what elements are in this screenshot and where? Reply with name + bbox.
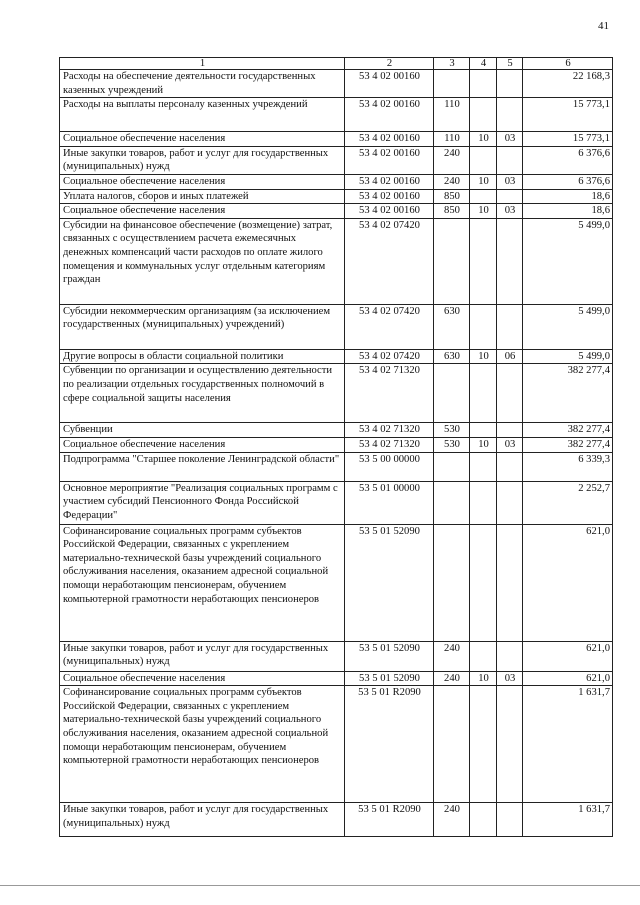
row-name: Субсидии некоммерческим организациям (за исключением государственных (муниципальных) учреждений) bbox=[60, 304, 345, 349]
row-amount: 382 277,4 bbox=[523, 364, 613, 423]
row-section: 10 bbox=[470, 132, 497, 147]
row-expense-type: 240 bbox=[434, 803, 470, 837]
page-bottom-rule bbox=[0, 885, 640, 886]
row-name: Иные закупки товаров, работ и услуг для государственных (муниципальных) нужд bbox=[60, 803, 345, 837]
row-expense-type bbox=[434, 524, 470, 641]
row-target-code: 53 5 01 52090 bbox=[345, 671, 434, 686]
table-row bbox=[60, 423, 613, 438]
row-amount: 382 277,4 bbox=[523, 423, 613, 438]
table-row bbox=[60, 686, 613, 803]
row-section bbox=[470, 304, 497, 349]
row-target-code: 53 4 02 00160 bbox=[345, 132, 434, 147]
row-name: Софинансирование социальных программ субъектов Российской Федерации, связанных с укреплением материально-технической базы учреждений социального обслуживания населения, оказанием адресной социальной помощи неработающим пенсионерам, обучением компьютерной грамотности неработающих пенсионеров bbox=[60, 686, 345, 803]
table-row bbox=[60, 189, 613, 204]
row-name: Другие вопросы в области социальной политики bbox=[60, 349, 345, 364]
row-expense-type: 530 bbox=[434, 437, 470, 452]
row-amount: 1 631,7 bbox=[523, 803, 613, 837]
row-name: Социальное обеспечение населения bbox=[60, 437, 345, 452]
row-section: 10 bbox=[470, 671, 497, 686]
row-name: Иные закупки товаров, работ и услуг для государственных (муниципальных) нужд bbox=[60, 146, 345, 174]
column-header-4: 4 bbox=[470, 58, 497, 70]
row-target-code: 53 4 02 00160 bbox=[345, 189, 434, 204]
row-target-code: 53 4 02 07420 bbox=[345, 218, 434, 304]
table-row bbox=[60, 524, 613, 641]
row-amount: 18,6 bbox=[523, 204, 613, 219]
table-row bbox=[60, 803, 613, 837]
row-amount: 15 773,1 bbox=[523, 132, 613, 147]
row-expense-type: 630 bbox=[434, 349, 470, 364]
row-subsection: 03 bbox=[497, 204, 523, 219]
row-target-code: 53 4 02 07420 bbox=[345, 349, 434, 364]
row-subsection bbox=[497, 98, 523, 132]
row-amount: 6 376,6 bbox=[523, 146, 613, 174]
row-name: Субвенции bbox=[60, 423, 345, 438]
row-name: Основное мероприятие "Реализация социальных программ с участием субсидий Пенсионного Фонда Российской Федерации" bbox=[60, 481, 345, 524]
row-amount: 1 631,7 bbox=[523, 686, 613, 803]
row-expense-type: 850 bbox=[434, 204, 470, 219]
row-expense-type: 240 bbox=[434, 671, 470, 686]
budget-table bbox=[59, 57, 613, 837]
row-amount: 18,6 bbox=[523, 189, 613, 204]
row-subsection bbox=[497, 218, 523, 304]
column-header-2: 2 bbox=[345, 58, 434, 70]
row-subsection bbox=[497, 70, 523, 98]
row-target-code: 53 5 01 52090 bbox=[345, 641, 434, 671]
row-subsection bbox=[497, 189, 523, 204]
row-section bbox=[470, 70, 497, 98]
column-header-5: 5 bbox=[497, 58, 523, 70]
row-target-code: 53 4 02 71320 bbox=[345, 364, 434, 423]
row-target-code: 53 4 02 71320 bbox=[345, 423, 434, 438]
row-amount: 5 499,0 bbox=[523, 349, 613, 364]
row-name: Софинансирование социальных программ субъектов Российской Федерации, связанных с укреплением материально-технической базы учреждений социального обслуживания населения, оказанием адресной социальной помощи неработающим пенсионерам, обучением компьютерной грамотности неработающих пенсионеров bbox=[60, 524, 345, 641]
row-section bbox=[470, 641, 497, 671]
row-target-code: 53 4 02 00160 bbox=[345, 204, 434, 219]
row-name: Расходы на выплаты персоналу казенных учреждений bbox=[60, 98, 345, 132]
row-target-code: 53 4 02 00160 bbox=[345, 146, 434, 174]
table-header-row bbox=[60, 58, 613, 70]
row-target-code: 53 4 02 00160 bbox=[345, 70, 434, 98]
row-subsection: 03 bbox=[497, 437, 523, 452]
row-target-code: 53 4 02 00160 bbox=[345, 174, 434, 189]
row-expense-type bbox=[434, 218, 470, 304]
row-target-code: 53 4 02 00160 bbox=[345, 98, 434, 132]
table-row bbox=[60, 364, 613, 423]
row-amount: 15 773,1 bbox=[523, 98, 613, 132]
row-expense-type: 110 bbox=[434, 132, 470, 147]
column-header-3: 3 bbox=[434, 58, 470, 70]
table-row bbox=[60, 641, 613, 671]
row-section bbox=[470, 218, 497, 304]
row-subsection bbox=[497, 146, 523, 174]
row-subsection bbox=[497, 524, 523, 641]
table-row bbox=[60, 304, 613, 349]
row-subsection bbox=[497, 686, 523, 803]
row-amount: 621,0 bbox=[523, 641, 613, 671]
row-expense-type: 240 bbox=[434, 146, 470, 174]
row-subsection bbox=[497, 364, 523, 423]
row-section bbox=[470, 364, 497, 423]
row-name: Иные закупки товаров, работ и услуг для государственных (муниципальных) нужд bbox=[60, 641, 345, 671]
row-section bbox=[470, 189, 497, 204]
row-amount: 2 252,7 bbox=[523, 481, 613, 524]
row-expense-type bbox=[434, 452, 470, 481]
row-target-code: 53 5 01 R2090 bbox=[345, 803, 434, 837]
row-section bbox=[470, 98, 497, 132]
table-row bbox=[60, 146, 613, 174]
row-expense-type bbox=[434, 686, 470, 803]
row-name: Подпрограмма "Старшее поколение Ленинградской области" bbox=[60, 452, 345, 481]
row-target-code: 53 5 01 00000 bbox=[345, 481, 434, 524]
table-row bbox=[60, 174, 613, 189]
row-section bbox=[470, 146, 497, 174]
row-expense-type: 240 bbox=[434, 174, 470, 189]
row-name: Социальное обеспечение населения bbox=[60, 204, 345, 219]
row-subsection bbox=[497, 481, 523, 524]
table-row bbox=[60, 98, 613, 132]
row-name: Субсидии на финансовое обеспечение (возмещение) затрат, связанных с осуществлением расчета ежемесячных денежных компенсаций части расходов по оплате жилого помещения и коммунальных услуг отдельным категориям граждан bbox=[60, 218, 345, 304]
row-section bbox=[470, 686, 497, 803]
row-expense-type bbox=[434, 70, 470, 98]
row-expense-type bbox=[434, 481, 470, 524]
row-amount: 382 277,4 bbox=[523, 437, 613, 452]
row-section bbox=[470, 481, 497, 524]
row-subsection: 03 bbox=[497, 671, 523, 686]
row-target-code: 53 5 01 R2090 bbox=[345, 686, 434, 803]
row-subsection: 03 bbox=[497, 174, 523, 189]
column-header-6: 6 bbox=[523, 58, 613, 70]
column-header-1: 1 bbox=[60, 58, 345, 70]
row-name: Расходы на обеспечение деятельности государственных казенных учреждений bbox=[60, 70, 345, 98]
row-name: Уплата налогов, сборов и иных платежей bbox=[60, 189, 345, 204]
row-expense-type: 240 bbox=[434, 641, 470, 671]
row-amount: 5 499,0 bbox=[523, 218, 613, 304]
row-expense-type: 110 bbox=[434, 98, 470, 132]
table-row bbox=[60, 437, 613, 452]
row-amount: 6 339,3 bbox=[523, 452, 613, 481]
table-row bbox=[60, 70, 613, 98]
table-row bbox=[60, 671, 613, 686]
row-section bbox=[470, 452, 497, 481]
row-subsection: 03 bbox=[497, 132, 523, 147]
table-row bbox=[60, 349, 613, 364]
row-target-code: 53 4 02 07420 bbox=[345, 304, 434, 349]
row-expense-type: 850 bbox=[434, 189, 470, 204]
row-target-code: 53 4 02 71320 bbox=[345, 437, 434, 452]
row-subsection bbox=[497, 803, 523, 837]
row-amount: 5 499,0 bbox=[523, 304, 613, 349]
row-section bbox=[470, 524, 497, 641]
row-target-code: 53 5 00 00000 bbox=[345, 452, 434, 481]
row-target-code: 53 5 01 52090 bbox=[345, 524, 434, 641]
row-amount: 621,0 bbox=[523, 671, 613, 686]
row-subsection bbox=[497, 423, 523, 438]
table-row bbox=[60, 452, 613, 481]
table-row bbox=[60, 132, 613, 147]
table-row bbox=[60, 204, 613, 219]
row-section: 10 bbox=[470, 437, 497, 452]
row-section: 10 bbox=[470, 174, 497, 189]
row-section bbox=[470, 423, 497, 438]
page-number: 41 bbox=[598, 20, 609, 32]
row-expense-type: 630 bbox=[434, 304, 470, 349]
row-subsection bbox=[497, 641, 523, 671]
row-name: Социальное обеспечение населения bbox=[60, 671, 345, 686]
row-name: Социальное обеспечение населения bbox=[60, 174, 345, 189]
table-row bbox=[60, 481, 613, 524]
row-section: 10 bbox=[470, 204, 497, 219]
row-expense-type: 530 bbox=[434, 423, 470, 438]
row-name: Субвенции по организации и осуществлению деятельности по реализации отдельных государственных полномочий в сфере социальной защиты населения bbox=[60, 364, 345, 423]
row-amount: 6 376,6 bbox=[523, 174, 613, 189]
row-subsection bbox=[497, 304, 523, 349]
row-subsection: 06 bbox=[497, 349, 523, 364]
row-amount: 621,0 bbox=[523, 524, 613, 641]
row-amount: 22 168,3 bbox=[523, 70, 613, 98]
row-section: 10 bbox=[470, 349, 497, 364]
row-expense-type bbox=[434, 364, 470, 423]
row-subsection bbox=[497, 452, 523, 481]
row-section bbox=[470, 803, 497, 837]
table-row bbox=[60, 218, 613, 304]
row-name: Социальное обеспечение населения bbox=[60, 132, 345, 147]
